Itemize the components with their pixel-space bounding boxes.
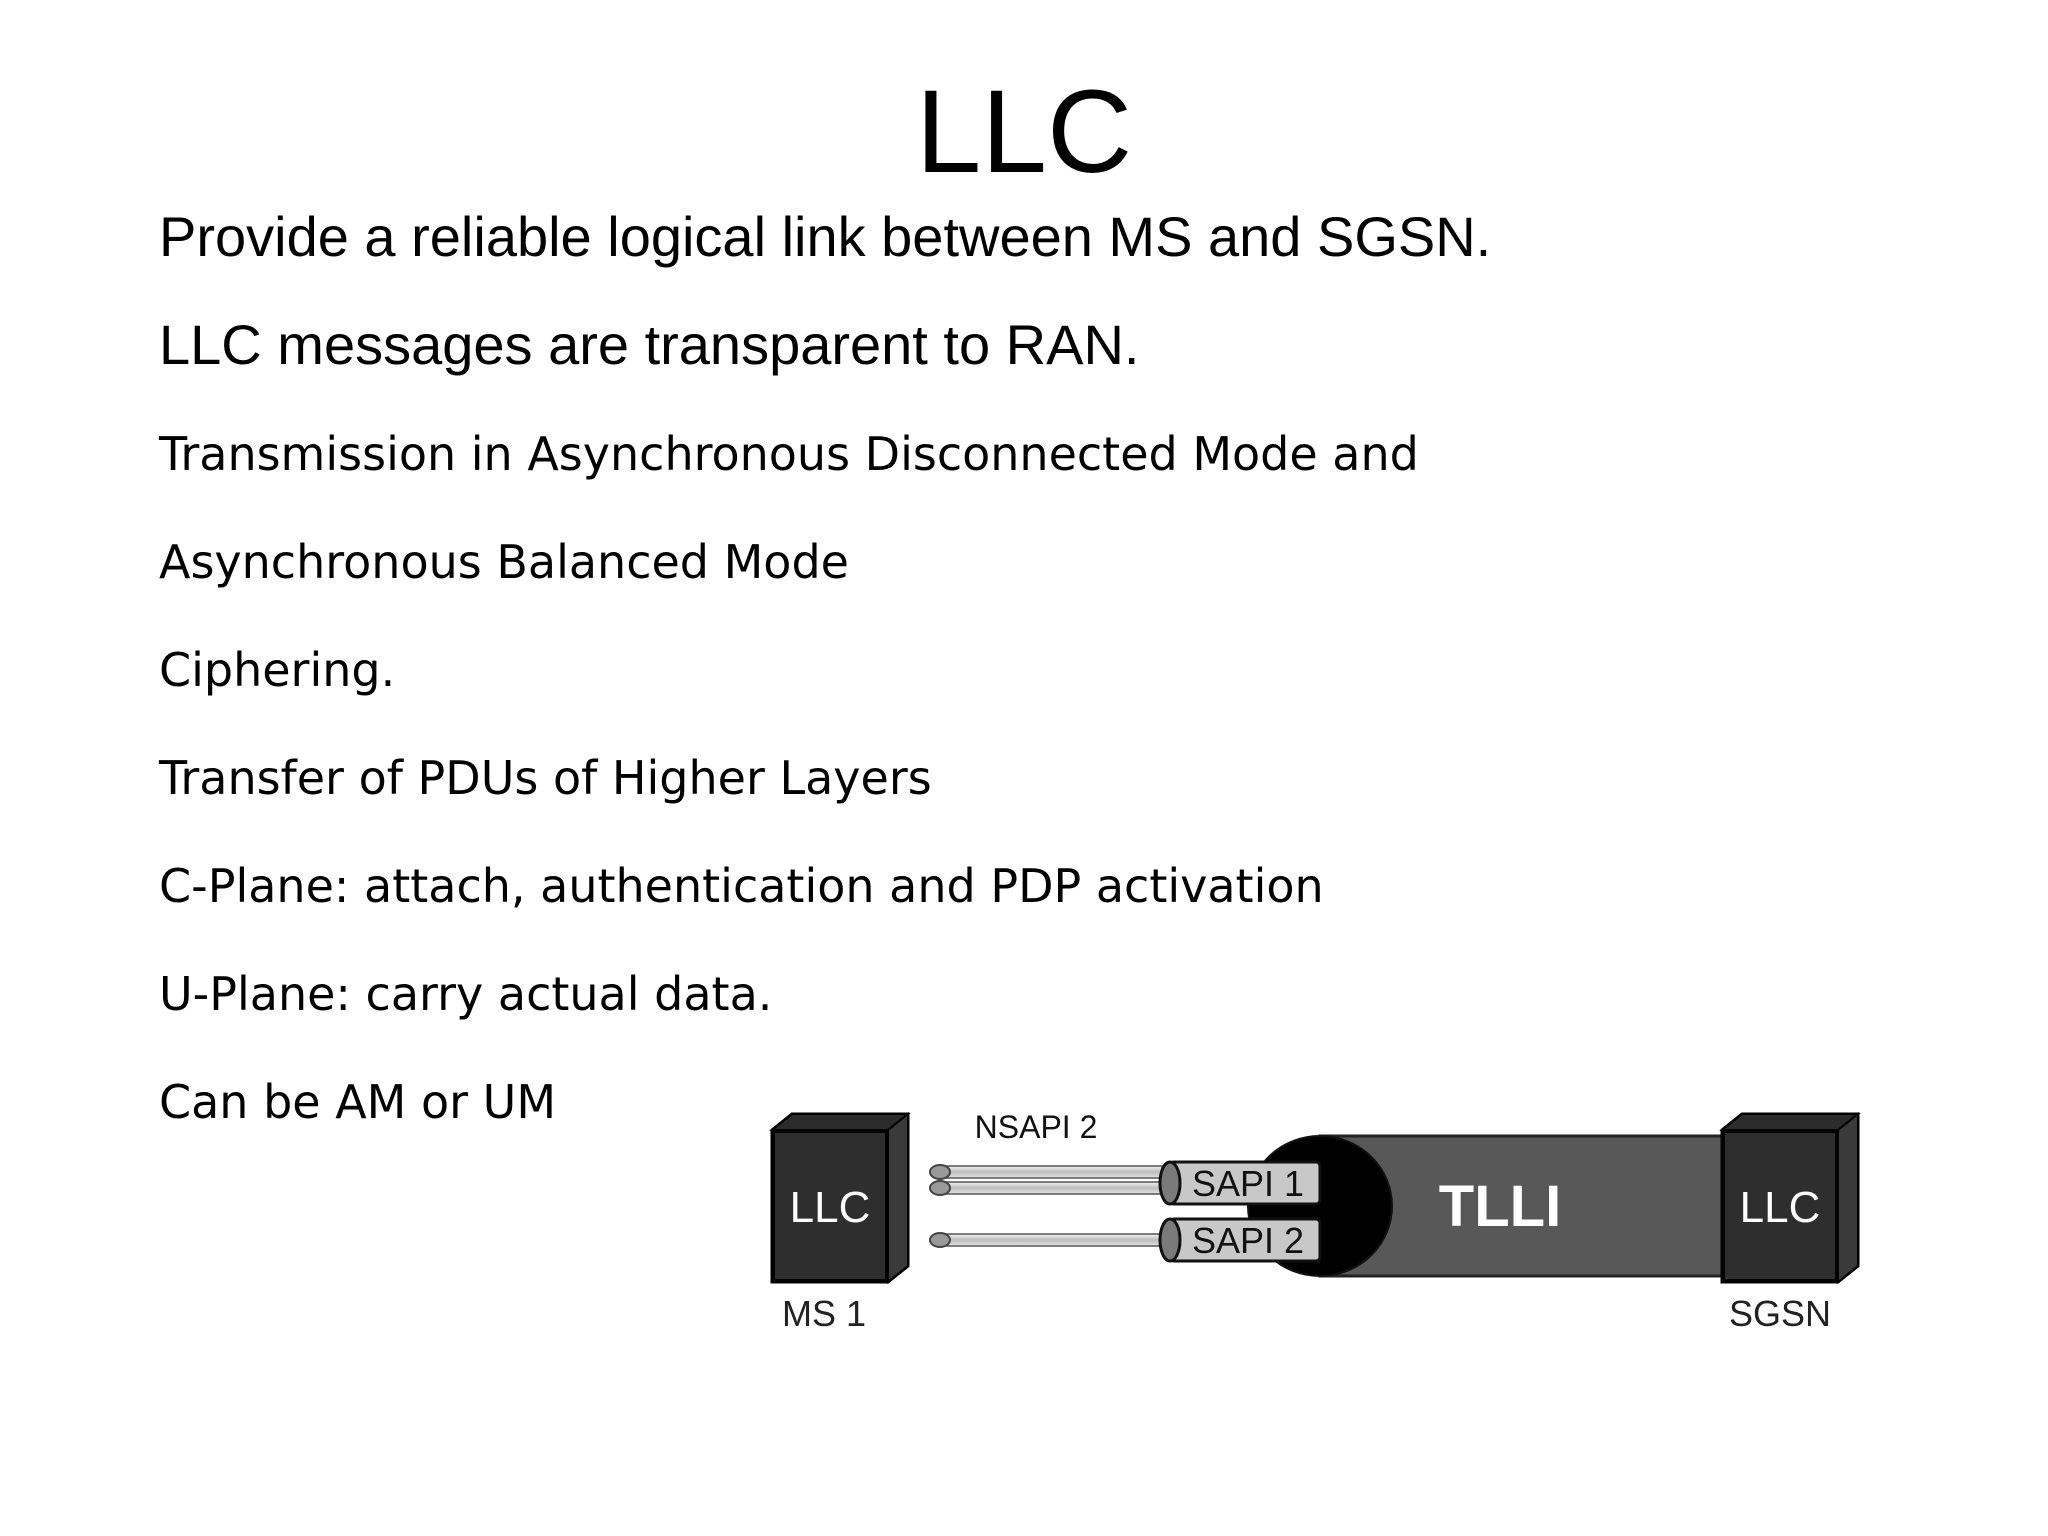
sgsn-caption: SGSN xyxy=(1728,1293,1832,1334)
sapi1-label: SAPI 1 xyxy=(1191,1163,1305,1204)
bullet-line: Provide a reliable logical link between MS and SGSN. xyxy=(159,205,1492,268)
bullet-line: Can be AM or UM xyxy=(159,1075,557,1129)
sgsn-llc-box xyxy=(1722,1114,1858,1282)
bullet-line: C-Plane: attach, authentication and PDP activation xyxy=(159,859,1324,913)
sapi2-tube xyxy=(1160,1219,1320,1261)
tlli-label: TLLI xyxy=(1438,1174,1562,1239)
bullet-line: Transmission in Asynchronous Disconnected Mode and xyxy=(159,427,1419,481)
bullet-line: Ciphering. xyxy=(159,643,396,697)
llc-link-diagram xyxy=(760,1100,1900,1350)
nsapi-label: NSAPI 2 xyxy=(974,1109,1098,1145)
ms-llc-box xyxy=(772,1114,908,1282)
nsapi-pipe-lower xyxy=(930,1233,1162,1247)
bullet-line: LLC messages are transparent to RAN. xyxy=(159,313,1140,376)
bullet-line: Asynchronous Balanced Mode xyxy=(159,535,849,589)
bullet-line: U-Plane: carry actual data. xyxy=(159,967,773,1021)
slide-title: LLC xyxy=(915,66,1133,198)
sgsn-llc-label: LLC xyxy=(1739,1183,1821,1232)
nsapi-pipes-upper xyxy=(930,1165,1162,1195)
sapi2-label: SAPI 2 xyxy=(1191,1220,1305,1261)
tlli-tunnel xyxy=(1248,1136,1800,1276)
bullet-line: Transfer of PDUs of Higher Layers xyxy=(159,751,932,805)
ms-caption: MS 1 xyxy=(781,1293,867,1334)
sapi1-tube xyxy=(1160,1162,1320,1204)
ms-llc-label: LLC xyxy=(789,1183,871,1232)
